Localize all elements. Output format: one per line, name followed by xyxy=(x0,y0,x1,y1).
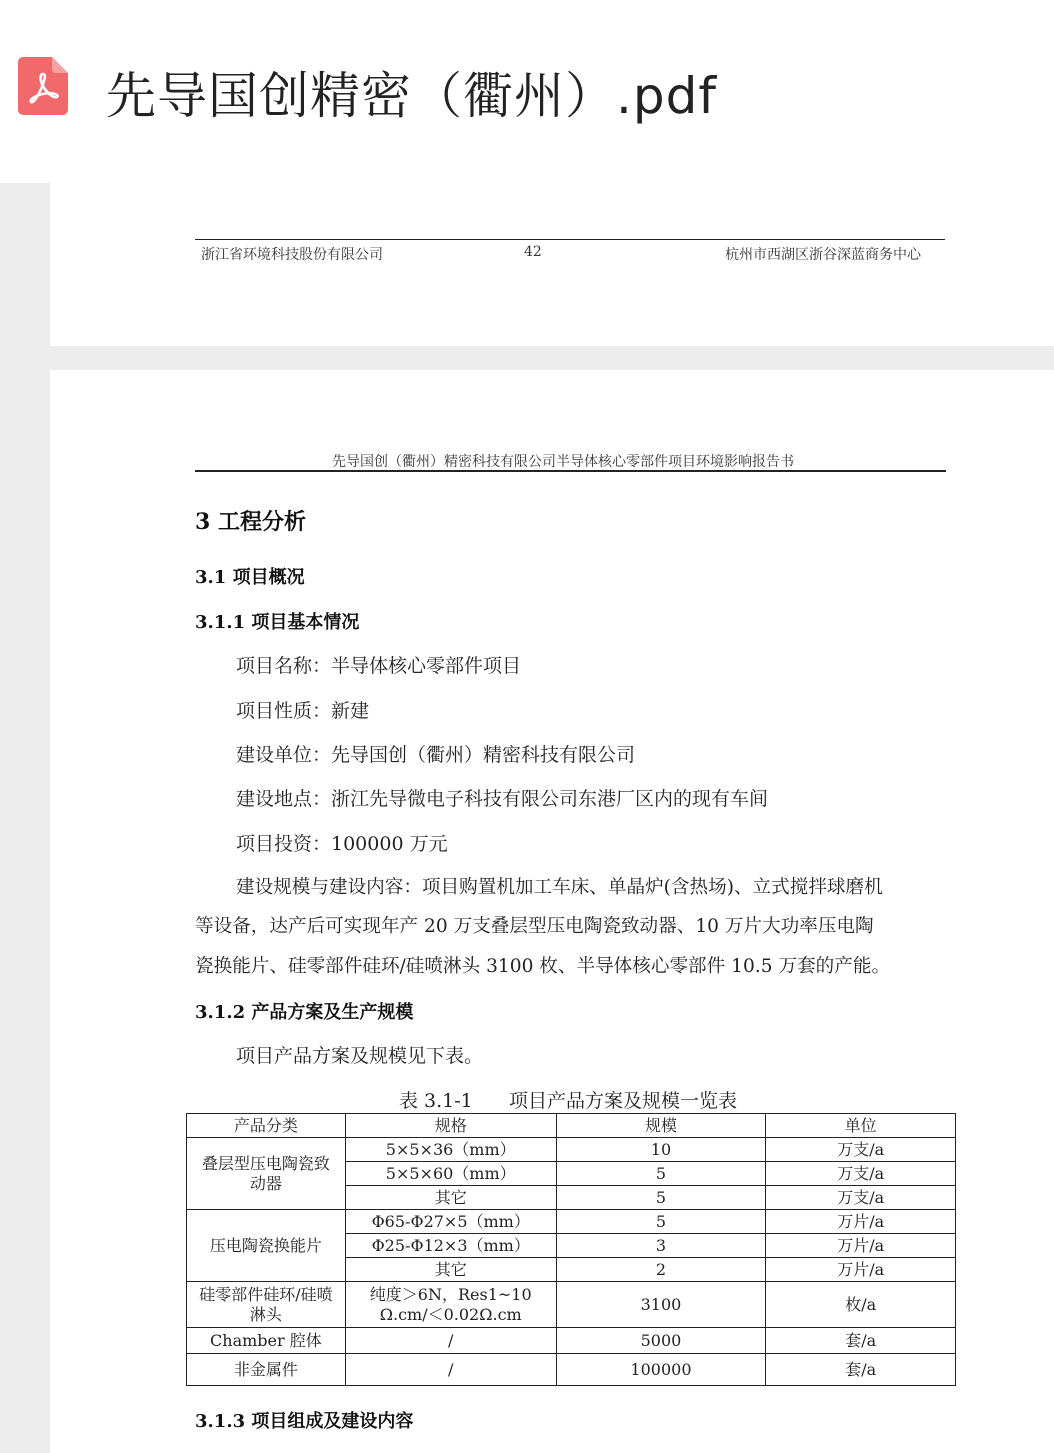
project-nature-line: 项目性质：新建 xyxy=(236,700,370,722)
pdf-icon xyxy=(18,57,68,115)
pdf-page-42 xyxy=(50,183,1054,346)
product-table xyxy=(186,1113,956,1386)
header-spec: 规格 xyxy=(345,1114,556,1138)
spec-cell: 其它 xyxy=(345,1258,556,1282)
category-cell: 硅零部件硅环/硅喷淋头 xyxy=(187,1282,346,1328)
scale-cell: 5000 xyxy=(556,1328,766,1354)
spec-cell: Φ65-Φ27×5（mm） xyxy=(345,1210,556,1234)
unit-cell: 枚/a xyxy=(766,1282,956,1328)
header-unit: 单位 xyxy=(766,1114,956,1138)
table-row xyxy=(187,1210,956,1234)
header-rule xyxy=(195,470,946,472)
unit-cell: 万片/a xyxy=(766,1210,956,1234)
file-header xyxy=(0,0,1054,183)
unit-cell: 套/a xyxy=(766,1328,956,1354)
spec-cell: 纯度＞6N，Res1~10 Ω.cm/＜0.02Ω.cm xyxy=(345,1282,556,1328)
spec-cell: Φ25-Φ12×3（mm） xyxy=(345,1234,556,1258)
unit-cell: 万支/a xyxy=(766,1186,956,1210)
table-row xyxy=(187,1354,956,1386)
section-heading-3-1-2: 3.1.2 产品方案及生产规模 xyxy=(195,1002,414,1023)
investment-line: 项目投资：100000 万元 xyxy=(236,833,448,855)
footer-address: 杭州市西湖区浙谷深蓝商务中心 xyxy=(725,247,921,263)
scale-paragraph-line-1: 建设规模与建设内容：项目购置机加工车床、单晶炉(含热场)、立式搅拌球磨机 xyxy=(236,877,883,898)
scale-cell: 5 xyxy=(556,1210,766,1234)
category-cell: 压电陶瓷换能片 xyxy=(187,1210,346,1282)
header-scale: 规模 xyxy=(556,1114,766,1138)
unit-cell: 万片/a xyxy=(766,1258,956,1282)
section-heading-3-1-1: 3.1.1 项目基本情况 xyxy=(195,612,360,633)
category-cell: Chamber 腔体 xyxy=(187,1328,346,1354)
page-number: 42 xyxy=(524,244,542,260)
category-cell: 叠层型压电陶瓷致动器 xyxy=(187,1138,346,1210)
table-header-row xyxy=(187,1114,956,1138)
scale-cell: 3100 xyxy=(556,1282,766,1328)
scale-paragraph-line-3: 瓷换能片、硅零部件硅环/硅喷淋头 3100 枚、半导体核心零部件 10.5 万套的产能。 xyxy=(195,956,891,977)
table-row xyxy=(187,1328,956,1354)
scale-cell: 5 xyxy=(556,1162,766,1186)
unit-cell: 万支/a xyxy=(766,1138,956,1162)
running-header: 先导国创（衢州）精密科技有限公司半导体核心零部件项目环境影响报告书 xyxy=(332,454,794,470)
builder-line: 建设单位：先导国创（衢州）精密科技有限公司 xyxy=(236,744,636,766)
footer-company: 浙江省环境科技股份有限公司 xyxy=(201,247,383,263)
spec-cell: 5×5×60（mm） xyxy=(345,1162,556,1186)
spec-cell: 5×5×36（mm） xyxy=(345,1138,556,1162)
scale-cell: 2 xyxy=(556,1258,766,1282)
location-line: 建设地点：浙江先导微电子科技有限公司东港厂区内的现有车间 xyxy=(236,788,769,810)
table-caption: 表 3.1-1 项目产品方案及规模一览表 xyxy=(399,1090,738,1112)
scale-paragraph-line-2: 等设备，达产后可实现年产 20 万支叠层型压电陶瓷致动器、10 万片大功率压电陶 xyxy=(195,916,874,937)
scale-cell: 10 xyxy=(556,1138,766,1162)
project-name-line: 项目名称：半导体核心零部件项目 xyxy=(236,655,522,677)
section-heading-3-1-3: 3.1.3 项目组成及建设内容 xyxy=(195,1411,414,1432)
spec-cell: 其它 xyxy=(345,1186,556,1210)
header-category: 产品分类 xyxy=(187,1114,346,1138)
unit-cell: 万支/a xyxy=(766,1162,956,1186)
table-intro: 项目产品方案及规模见下表。 xyxy=(236,1045,484,1067)
scale-cell: 5 xyxy=(556,1186,766,1210)
spec-cell: / xyxy=(345,1328,556,1354)
category-cell: 非金属件 xyxy=(187,1354,346,1386)
footer-rule xyxy=(195,239,945,240)
table-row xyxy=(187,1138,956,1162)
scale-cell: 3 xyxy=(556,1234,766,1258)
scale-cell: 100000 xyxy=(556,1354,766,1386)
unit-cell: 套/a xyxy=(766,1354,956,1386)
chapter-heading: 3 工程分析 xyxy=(195,509,306,535)
file-title: 先导国创精密（衢州）.pdf xyxy=(106,67,717,125)
table-row xyxy=(187,1282,956,1328)
section-heading-3-1: 3.1 项目概况 xyxy=(195,567,305,588)
unit-cell: 万片/a xyxy=(766,1234,956,1258)
spec-cell: / xyxy=(345,1354,556,1386)
